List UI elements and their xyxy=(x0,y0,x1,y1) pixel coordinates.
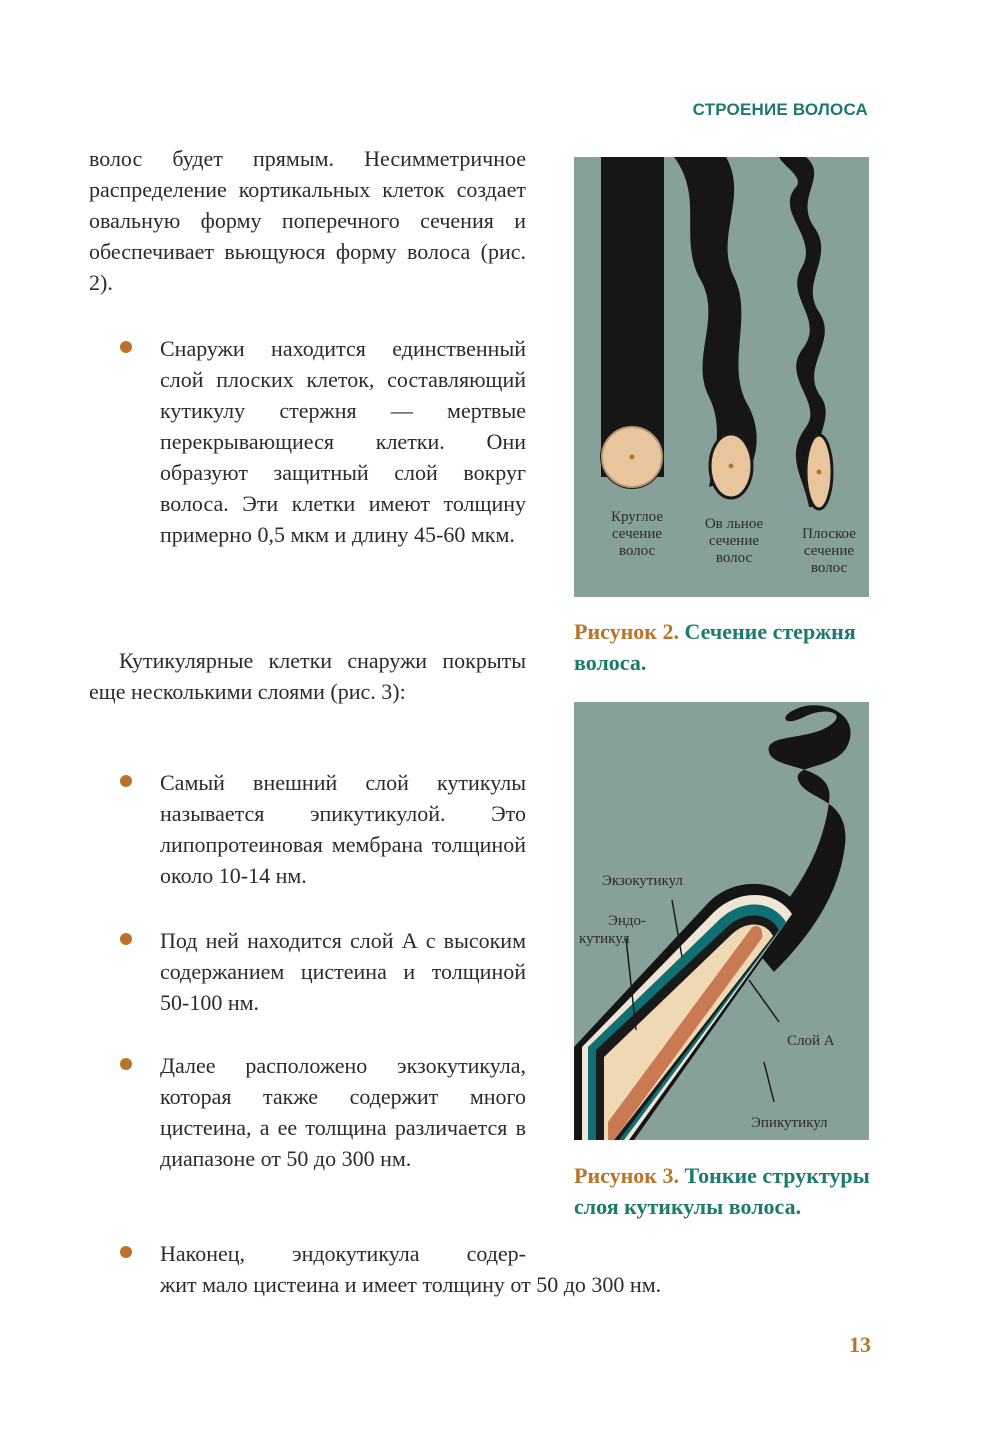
bullet-dot xyxy=(120,1246,132,1258)
label-round-line3: волос xyxy=(618,543,656,559)
label-round-line1: Круглое xyxy=(610,509,664,525)
bullet-dot xyxy=(120,1058,132,1070)
bullet-dot xyxy=(120,775,132,787)
page-number: 13 xyxy=(849,1332,871,1357)
label-round-line2: сечение xyxy=(611,526,663,542)
bullet-line-1: Наконец, эндокутикула содер- xyxy=(160,1241,526,1266)
label-endocuticle-2: кутикул xyxy=(579,931,630,947)
label-oval-line2: сечение xyxy=(708,533,760,549)
figure-2-hair-cross-sections xyxy=(574,157,869,597)
label-endocuticle-1: Эндо- xyxy=(608,913,647,929)
bullet-item-endocuticle xyxy=(160,1238,800,1300)
figure-3-caption-text: Тонкие структуры слоя кутикулы волоса. xyxy=(574,1163,870,1219)
label-flat-line1: Плоское xyxy=(802,526,856,542)
label-epicuticle: Эпикутикул xyxy=(751,1115,828,1131)
label-layer-a: Слой А xyxy=(787,1033,835,1049)
paragraph-1-text: волос будет прямым. Несимметричное распределение кортикальных клеток создает овальную форму поперечного сечения и обеспечивает вьющуюся форму волоса (рис. 2). xyxy=(89,146,526,295)
figure-2-caption-number: Рисунок 2. xyxy=(574,619,679,644)
bullet-item-cuticle: Снаружи находится единственный слой плоских клеток, составляющий кутикулу стержня — мертвые перекрывающиеся клетки. Они образуют защитный слой вокруг волоса. Эти клетки имеют толщину примерно 0,5 мкм и длину 45-60 мкм. xyxy=(160,336,526,547)
paragraph-2-text: Кутикулярные клетки снаружи покрыты еще несколькими слоями (рис. 3): xyxy=(89,648,526,704)
figure-3-cuticle-layers xyxy=(574,702,869,1140)
label-oval-line3: волос xyxy=(715,550,753,566)
running-title: СТРОЕНИЕ ВОЛОСА xyxy=(692,100,868,119)
paragraph-2 xyxy=(89,645,526,707)
label-flat-line2: сечение xyxy=(803,543,855,559)
bullet-line-2: жит мало цистеина и имеет толщину от 50 до 300 нм. xyxy=(160,1272,662,1297)
figure-3-caption xyxy=(574,1160,874,1222)
figure-2-caption xyxy=(574,616,874,678)
label-exocuticle: Экзокутикул xyxy=(602,873,683,889)
label-oval-line1: Ов льное xyxy=(704,516,764,532)
figure-2-caption-text: Сечение стержня волоса. xyxy=(574,619,856,675)
wavy-hair-shaft xyxy=(674,157,757,487)
bullet-dot xyxy=(120,341,132,353)
figure-3-caption-number: Рисунок 3. xyxy=(574,1163,679,1188)
figure-3-illustration xyxy=(574,702,869,1140)
bullet-dot xyxy=(120,933,132,945)
bullet-item-exocuticle: Далее расположено экзокутикула, которая также содержит много цистеина, а ее толщина различается в диапазоне от 50 до 300 нм. xyxy=(160,1053,526,1171)
paragraph-1 xyxy=(89,143,526,298)
label-flat-line3: волос xyxy=(810,560,848,576)
bullet-item-layer-a: Под ней находится слой А с высоким содержанием цистеина и толщиной 50-100 нм. xyxy=(160,928,526,1015)
bullet-item-epicuticle: Самый внешний слой кутикулы называется эпикутикулой. Это липопротеиновая мембрана толщиной около 10-14 нм. xyxy=(160,770,526,888)
figure-2-illustration xyxy=(574,157,869,597)
